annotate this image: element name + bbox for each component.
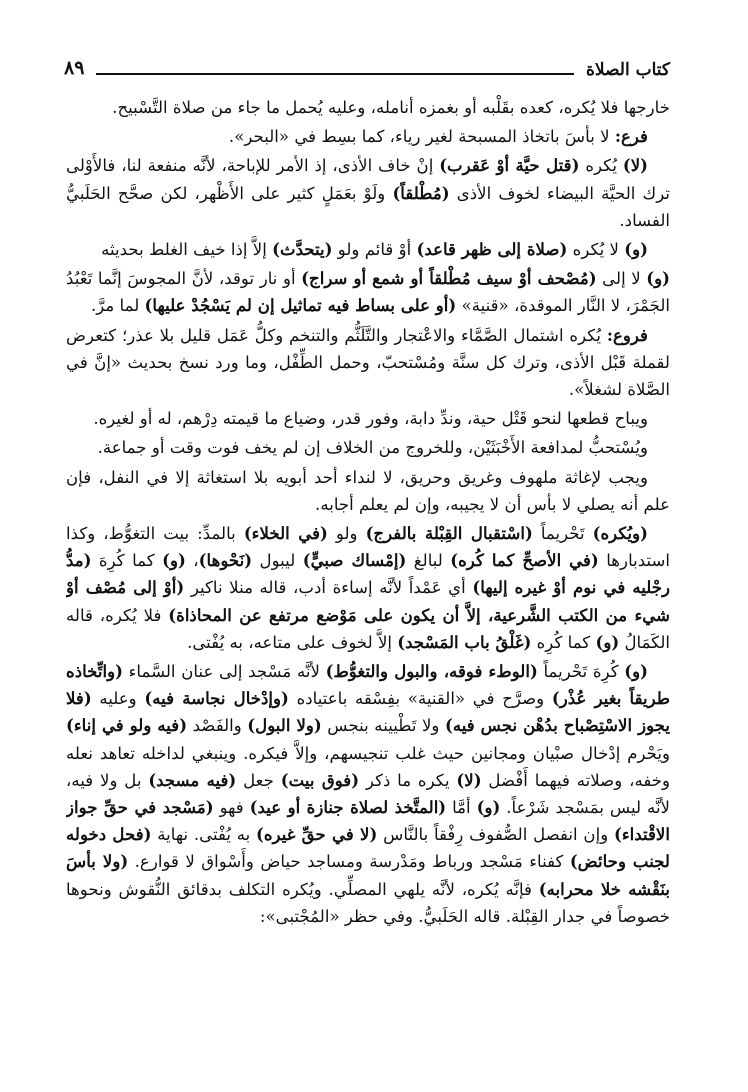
bold-term: (ولا بأسَ بنَقْشه خلا محرابه) — [66, 851, 670, 899]
text-run: أو نار توقد، لأنَّ المجوسَ إنَّما تَعْبُدُ الجَمْرَ، لا النَّار الموقدة، «قنية» — [66, 269, 670, 316]
text-run: ويُسْتحبُّ لمدافعة الأَخْبَثَيْن، وللخروج من الخلاف إن لم يخف فوت وقت أو جماعة. — [97, 438, 648, 458]
running-title: كتاب الصلاة — [585, 60, 670, 80]
bold-term: (لا في حقِّ غيره) — [256, 824, 378, 845]
text-run: والفَصْد — [187, 716, 248, 736]
paragraph — [66, 658, 670, 930]
bold-term: (واتِّخاذه طريقاً بغير عُذْر) — [66, 661, 670, 709]
paragraph — [66, 405, 670, 432]
bold-term: فرع: — [614, 126, 648, 147]
text-run: لا يُكره — [567, 240, 625, 260]
text-run: فلا يُكره، قاله الكَمَالُ — [66, 605, 670, 652]
bold-term: (أو على بساط فيه تماثيل إن لم يَسْجُدْ عليها) — [144, 295, 457, 316]
bold-term: (مدُّ رجْليه في نوم أوْ غيره إليها) — [66, 550, 670, 598]
bold-term: (نَحْوها) — [198, 550, 253, 571]
paragraph — [66, 94, 670, 121]
paragraph — [66, 152, 670, 234]
paragraph — [66, 322, 670, 404]
paragraph — [66, 464, 670, 518]
text-run: أي عَمْداً لأنَّه إساءة أدب، قاله منلا ناكير — [184, 578, 473, 598]
header-rule — [96, 73, 574, 75]
text-run: لبالغ — [406, 551, 451, 571]
bold-term: (فوق بيت) — [280, 769, 360, 790]
page-body — [66, 94, 670, 1052]
text-run: كفناء مَسْجد ورباط ومَدْرسة ومساجد حياض وأَسْواق لا قوارع. — [128, 852, 570, 872]
text-run: ، — [185, 551, 199, 571]
bold-term: (فحل دخوله لجنب وحائض) — [66, 824, 670, 872]
paragraph — [66, 434, 670, 461]
text-run: لا بأسَ باتخاذ المسبحة لغير رياء، كما بسِط في «البحر». — [228, 127, 615, 147]
page-header — [64, 50, 670, 84]
text-run: كُرِهَ تَحْريماً — [537, 662, 625, 682]
bold-term: (مَسْجد في حقِّ جواز الاقْتداء) — [66, 797, 670, 845]
text-run: أوْ قائم ولو — [332, 240, 417, 260]
text-run: إنْ خاف الأذى، إذ الأمر للإباحة، لأنَّه منفعة لنا، فالأَوْلى ترك الحيَّة البيضاء لخوف الأذى — [66, 156, 670, 203]
bold-term: (إمْساك صبيٍّ) — [302, 550, 407, 571]
paragraph — [66, 236, 670, 263]
text-run: ويجب لإغاثة ملهوف وغريق وحريق، لا لنداء أحد أبويه بلا استغاثة إلا في النفل، فإن علم أنه يصلي لا بأس أن لا يجيبه، وإن لم يعلم أجابه. — [66, 467, 670, 514]
text-run: كما كُرِهَ — [91, 551, 163, 571]
paragraph — [66, 520, 670, 656]
bold-term: (مُطْلقاً) — [392, 182, 450, 203]
text-run: خارجها فلا يُكره، كعده بقَلْبه أو بغمزه أنامله، وعليه يُحمل ما جاء من صلاة التَّسْبيح. — [112, 98, 670, 117]
bold-term: (فيه ولو في إناء) — [66, 715, 188, 736]
bold-term: (و) — [476, 797, 501, 818]
bold-term: (الوطء فوقه، والبول والتغوُّط) — [325, 661, 538, 682]
bold-term: (فلا يجوز الاسْتِصْباح بدُهْن نجس فيه) — [66, 688, 670, 736]
bold-term: (المتَّخذ لصلاة جنازة أو عيد) — [249, 797, 447, 818]
text-run: ولو — [327, 524, 366, 544]
text-run: جعل — [236, 770, 281, 790]
text-run: بالمدِّ: بيت التغوُّط، وكذا استدبارها — [66, 524, 670, 571]
bold-term: (لا) — [622, 155, 649, 176]
bold-term: (أوْ إلى مُصْف أوْ شيء من الكتب الشَّرعية، إلاَّ أن يكون على مَوْضع مرتفع عن المحاذاة) — [66, 577, 670, 625]
bold-term: (و) — [595, 631, 620, 652]
text-run: ويباح قطعها لنحو قَتْل حية، وندِّ دابة، وفور قدر، وضياع ما قيمته دِرْهم، له أو لغيره. — [93, 409, 648, 429]
bold-term: (يتحدَّث) — [272, 239, 333, 260]
text-run: ويَحْرم إدْخال صبْيان ومجانين حيث غلب تنجيسهم، وإلاَّ فيكره. وينبغي لداخله تعاهد نعله وخفه، وصلاته فيهما أَفْضل — [66, 743, 670, 790]
bold-term: (فيه مسجد) — [148, 769, 237, 790]
bold-term: (في الأصحِّ كما كُره) — [450, 550, 599, 571]
bold-term: (غَلْقُ باب المَسْجد) — [397, 631, 532, 652]
bold-term: (و) — [162, 550, 186, 571]
bold-term: (و) — [646, 268, 670, 289]
text-run: فهو — [213, 798, 250, 818]
paragraph — [66, 123, 670, 150]
paragraph — [66, 265, 670, 319]
text-run: فإنَّه يُكره، لأنَّه يلهي المصلِّي. ويُكره التكلف بدقائق النُّقوش ونحوها خصوصاً في جدار القِبْلة. قاله الحَلَبيُّ. وفي حظر «المُجْتبى»: — [66, 879, 670, 926]
text-run: يُكره اشتمال الصَّمَّاء والاعْتجار والتَّلَثُّم والتنخم وكلُّ عَمَل قليل بلا عذر؛ كتعرض لقملة قَبْل الأذى، وترك كل سنَّة ومُسْتحبّ، وحمل الطِّفْل، وما ورد نسخ بحديث «إنَّ في الصَّلاة لشغلاً». — [66, 325, 670, 400]
bold-term: (ويُكره) — [592, 523, 648, 544]
bold-term: (صلاة إلى ظهر قاعد) — [416, 239, 568, 260]
text-run: وصرَّح في «القنية» بفِسْقه باعتياده — [288, 689, 552, 709]
bold-term: (لا) — [456, 769, 482, 790]
bold-term: (و) — [624, 661, 649, 682]
text-run: لأنَّه مَسْجد إلى عنان السَّماء — [122, 662, 326, 682]
text-run: تَحْريماً — [532, 524, 593, 544]
text-run: بل ولا فيه، لأنَّه ليس بمَسْجد شَرْعاً. — [66, 770, 670, 818]
text-run: ليبول — [252, 551, 303, 571]
bold-term: (مُصْحف أوْ سيف مُطْلقاً أو شمع أو سراج) — [301, 268, 597, 289]
bold-term: (و) — [624, 239, 648, 260]
bold-term: (في الخلاء) — [243, 523, 328, 544]
bold-term: (ولا البول) — [247, 715, 322, 736]
text-run: به يُفْتى. نهاية — [151, 825, 257, 845]
text-run: إلاَّ لخوف على متاعه، به يُفْتى. — [187, 632, 398, 652]
text-run: ولَوْ بعَمَلٍ كثير على الأَظْهر، لكن صحَّح الحَلَبيُّ الفساد. — [66, 183, 670, 230]
bold-term: (وإدْخال نجاسة فيه) — [144, 688, 289, 709]
bold-term: فروع: — [606, 324, 648, 345]
text-run: كما كُرِه — [531, 632, 596, 652]
text-run: ولا تَطْيينه بنجس — [321, 716, 445, 736]
text-run: وإن انفصل الصُّفوف رِفْقاً بالنَّاس — [377, 825, 614, 845]
text-run: يكره ما ذكر — [359, 770, 457, 790]
text-run: لا إلى — [596, 269, 647, 289]
text-run: أمَّا — [446, 798, 477, 818]
text-run: يُكره — [579, 156, 623, 176]
bold-term: (اسْتقبال القِبْلة بالفرج) — [365, 523, 533, 544]
bold-term: (قتل حيَّة أوْ عَقرب) — [439, 155, 580, 176]
text-run: وعليه — [91, 689, 145, 709]
page-number: ٨٩ — [64, 57, 85, 79]
text-run: لما مرَّ. — [90, 296, 145, 316]
text-run: إلاَّ إذا خيف الغلط بحديثه — [101, 240, 273, 260]
